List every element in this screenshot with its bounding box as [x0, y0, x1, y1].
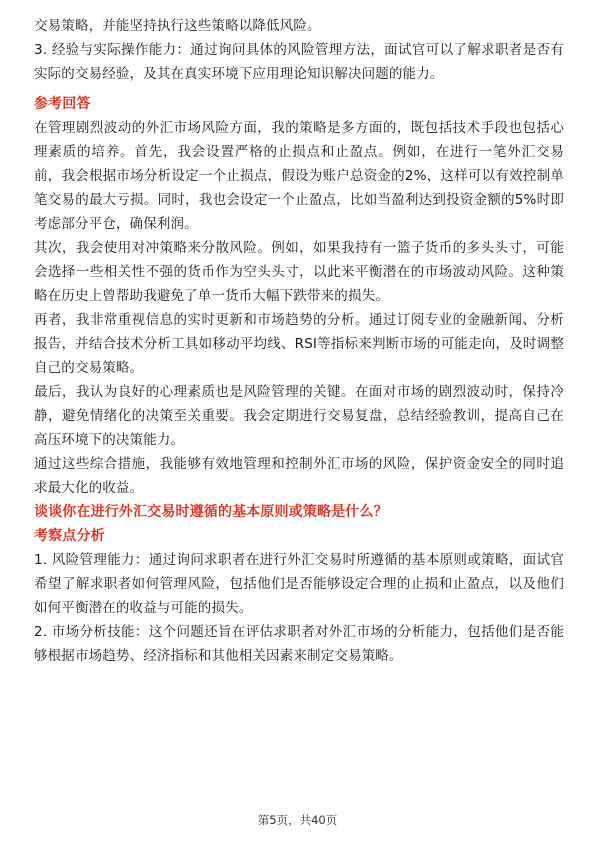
- page-number: 第5页，共40页: [257, 813, 338, 827]
- reference-paragraph-1: 在管理剧烈波动的外汇市场风险方面，我的策略是多方面的，既包括技术手段也包括心理素质的培养。首先，我会设置严格的止损点和止盈点。例如，在进行一笔外汇交易前，我会根据市场分析设定一个止损点，假设为账户总资金的2%，这样可以有效控制单笔交易的最大亏损。同时，我也会设定一个止盈点，比如当盈利达到投资金额的5%时即考虑部分平仓，确保利润。: [34, 120, 564, 232]
- reference-paragraph-4: 最后，我认为良好的心理素质也是风险管理的关键。在面对市场的剧烈波动时，保持冷静，避免情绪化的决策至关重要。我会定期进行交易复盘，总结经验教训，提高自己在高压环境下的决策能力。: [34, 384, 564, 448]
- question-title: 谈谈你在进行外汇交易时遵循的基本原则或策略是什么？: [34, 504, 388, 520]
- analysis-item-1: 1. 风险管理能力：通过询问求职者在进行外汇交易时所遵循的基本原则或策略，面试官希望了解求职者如何管理风险，包括他们是否能够设定合理的止损和止盈点，以及他们如何平衡潜在的收益与可能的损失。: [34, 552, 564, 616]
- document-page: [34, 14, 564, 668]
- analysis-heading: 考察点分析: [34, 528, 105, 544]
- reference-paragraph-5: 通过这些综合措施，我能够有效地管理和控制外汇市场的风险，保护资金安全的同时追求最大化的收益。: [34, 456, 564, 496]
- analysis-item-2: 2. 市场分析技能：这个问题还旨在评估求职者对外汇市场的分析能力，包括他们是否能够根据市场趋势、经济指标和其他相关因素来制定交易策略。: [34, 624, 564, 664]
- intro-line-1: 交易策略，并能坚持执行这些策略以降低风险。: [34, 18, 321, 34]
- reference-heading: 参考回答: [34, 96, 91, 112]
- reference-paragraph-3: 再者，我非常重视信息的实时更新和市场趋势的分析。通过订阅专业的金融新闻、分析报告，并结合技术分析工具如移动平均线、RSI等指标来判断市场的可能走向，及时调整自己的交易策略。: [34, 312, 564, 376]
- intro-line-2: 3. 经验与实际操作能力：通过询问具体的风险管理方法，面试官可以了解求职者是否有实际的交易经验，及其在真实环境下应用理论知识解决问题的能力。: [34, 42, 564, 82]
- reference-paragraph-2: 其次，我会使用对冲策略来分散风险。例如，如果我持有一篮子货币的多头头寸，可能会选择一些相关性不强的货币作为空头头寸，以此来平衡潜在的市场波动风险。这种策略在历史上曾帮助我避免了单一货币大幅下跌带来的损失。: [34, 240, 564, 304]
